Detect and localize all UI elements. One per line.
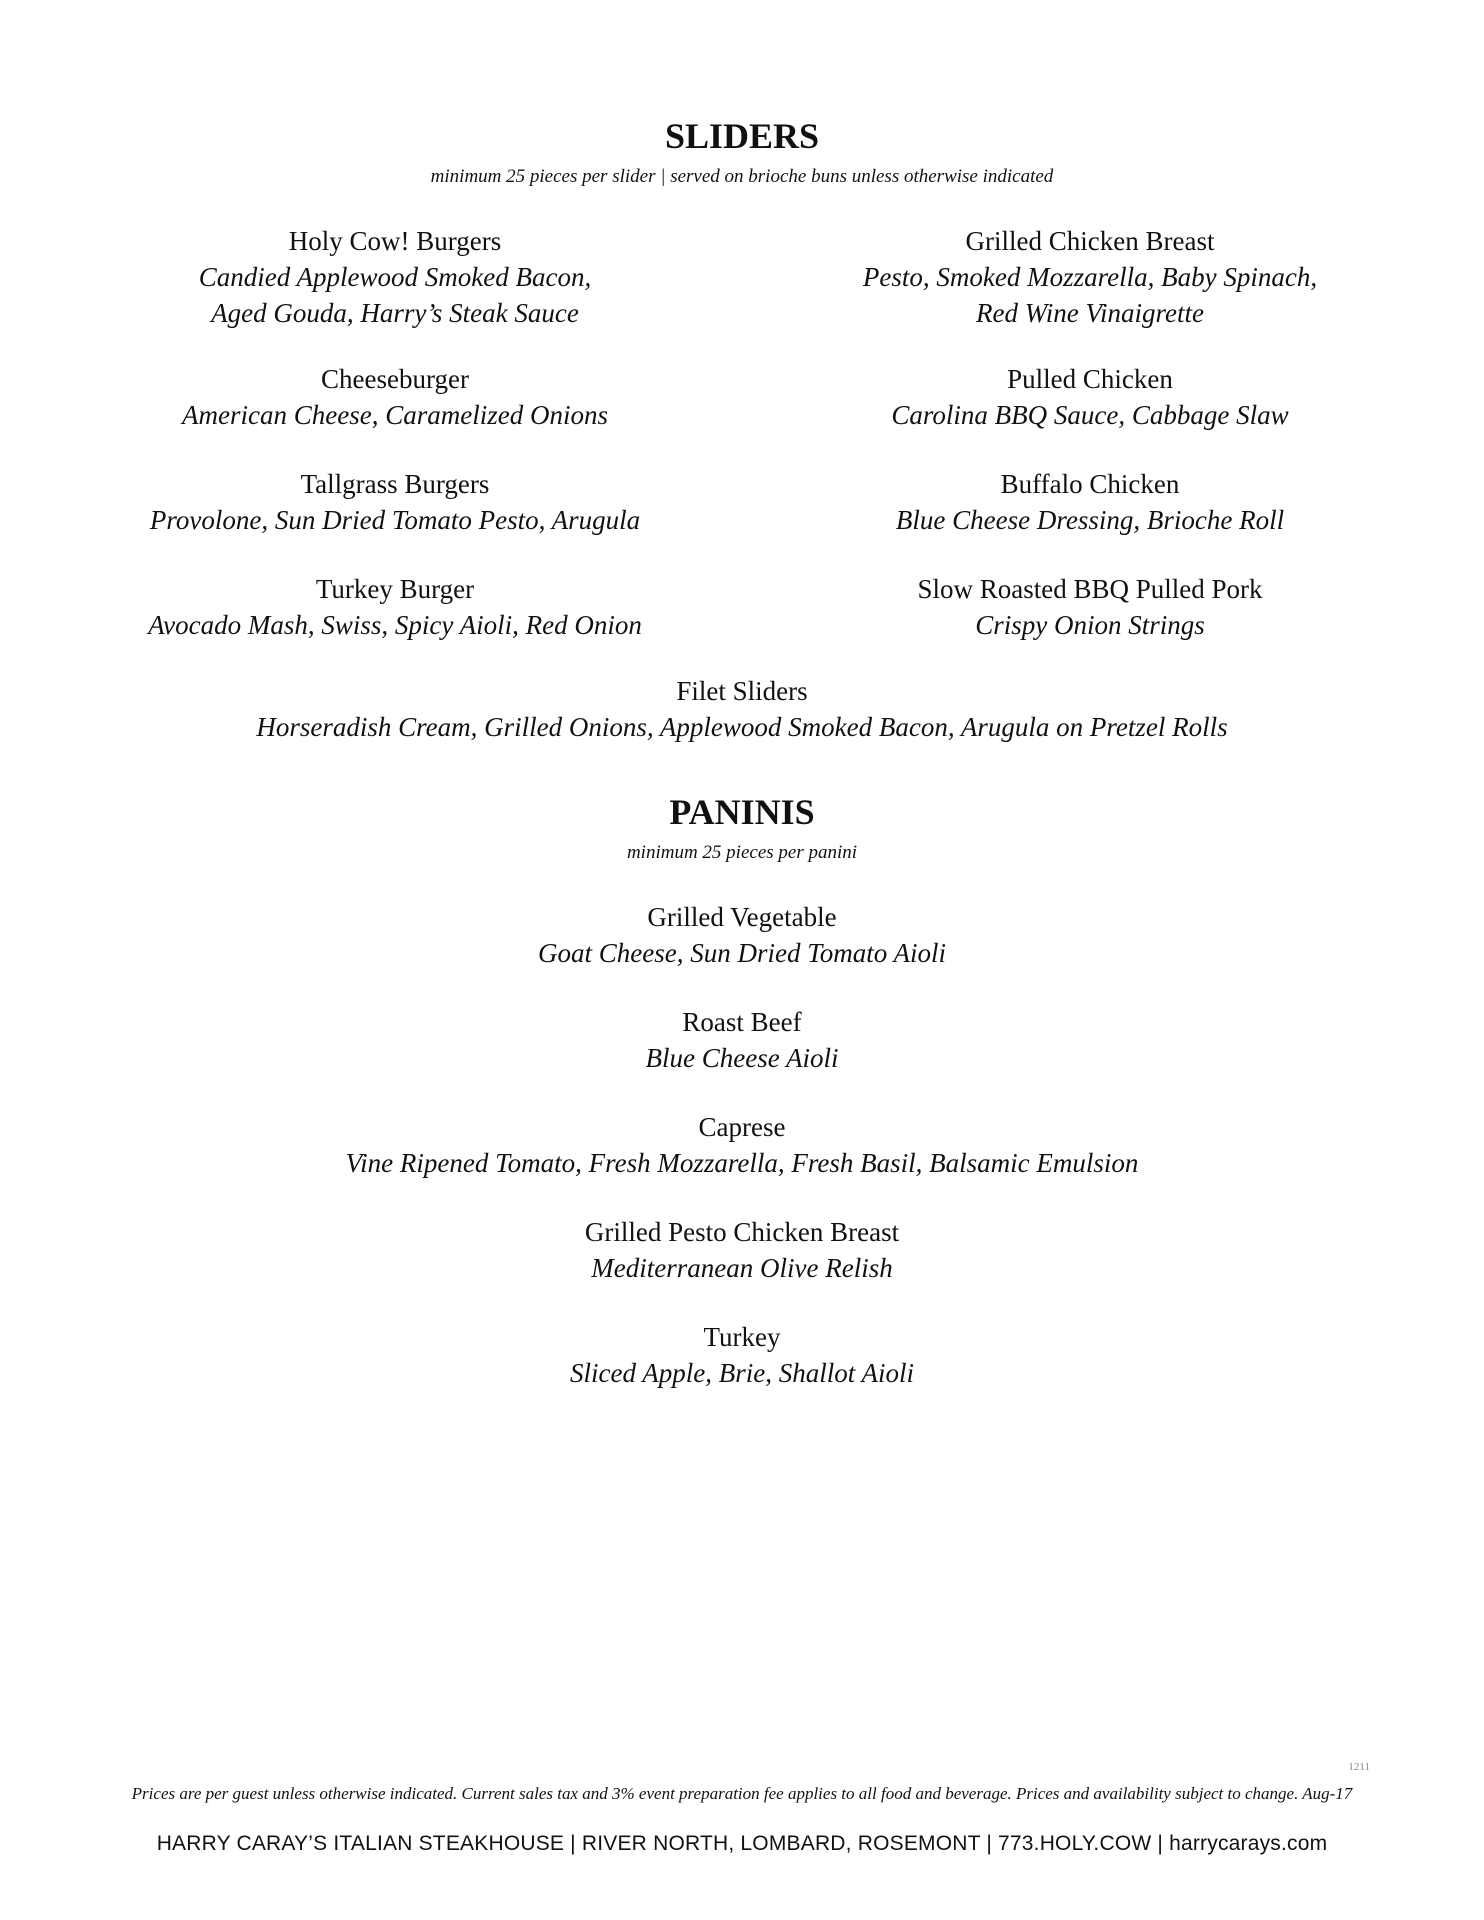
item-name: Filet Sliders	[676, 676, 808, 706]
item-description: Red Wine Vinaigrette	[976, 298, 1204, 328]
item-name: Grilled Vegetable	[647, 902, 837, 932]
sliders-heading: SLIDERS	[664, 116, 820, 156]
paninis-subtitle: minimum 25 pieces per panini	[626, 842, 858, 863]
item-description: Vine Ripened Tomato, Fresh Mozzarella, Fresh Basil, Balsamic Emulsion	[345, 1148, 1139, 1178]
item-name: Roast Beef	[682, 1007, 802, 1037]
item-description: Pesto, Smoked Mozzarella, Baby Spinach,	[862, 262, 1318, 292]
restaurant-footer: HARRY CARAY’S ITALIAN STEAKHOUSE | RIVER NORTH, LOMBARD, ROSEMONT | 773.HOLY.COW | harrycarays.com	[156, 1832, 1328, 1855]
panini-item-turkey	[0, 1319, 1484, 1391]
slider-item-buffalo-chicken	[790, 466, 1390, 538]
slider-item-bbq-pulled-pork	[790, 571, 1390, 643]
panini-item-grilled-vegetable	[0, 899, 1484, 971]
pricing-disclaimer: Prices are per guest unless otherwise indicated. Current sales tax and 3% event preparation fee applies to all food and beverage. Prices and availability subject to change. Aug-17	[131, 1784, 1353, 1803]
item-description: Aged Gouda, Harry’s Steak Sauce	[211, 298, 579, 328]
paninis-heading: PANINIS	[669, 792, 815, 832]
item-description: Mediterranean Olive Relish	[591, 1253, 893, 1283]
panini-item-grilled-pesto-chicken	[0, 1214, 1484, 1286]
document-code: 1211	[1348, 1761, 1370, 1773]
item-name: Grilled Chicken Breast	[965, 226, 1215, 256]
item-name: Turkey Burger	[315, 574, 475, 604]
item-description: Horseradish Cream, Grilled Onions, Applewood Smoked Bacon, Arugula on Pretzel Rolls	[256, 712, 1228, 742]
item-description: Provolone, Sun Dried Tomato Pesto, Arugula	[149, 505, 641, 535]
item-description: American Cheese, Caramelized Onions	[182, 400, 608, 430]
item-description: Blue Cheese Dressing, Brioche Roll	[895, 505, 1285, 535]
item-name: Buffalo Chicken	[1000, 469, 1180, 499]
item-name: Holy Cow! Burgers	[288, 226, 502, 256]
slider-item-pulled-chicken	[790, 361, 1390, 433]
item-name: Slow Roasted BBQ Pulled Pork	[917, 574, 1263, 604]
item-name: Tallgrass Burgers	[300, 469, 490, 499]
panini-item-roast-beef	[0, 1004, 1484, 1076]
slider-item-filet-sliders	[0, 673, 1484, 745]
item-description: Avocado Mash, Swiss, Spicy Aioli, Red Onion	[148, 610, 642, 640]
slider-item-holy-cow-burgers	[95, 223, 695, 331]
panini-item-caprese	[0, 1109, 1484, 1181]
slider-item-cheeseburger	[95, 361, 695, 433]
item-description: Candied Applewood Smoked Bacon,	[198, 262, 592, 292]
item-description: Blue Cheese Aioli	[645, 1043, 839, 1073]
item-name: Grilled Pesto Chicken Breast	[584, 1217, 900, 1247]
item-description: Goat Cheese, Sun Dried Tomato Aioli	[537, 938, 946, 968]
slider-item-grilled-chicken-breast	[790, 223, 1390, 331]
slider-item-tallgrass-burgers	[95, 466, 695, 538]
item-description: Sliced Apple, Brie, Shallot Aioli	[570, 1358, 914, 1388]
item-description: Crispy Onion Strings	[975, 610, 1205, 640]
item-name: Cheeseburger	[321, 364, 469, 394]
item-name: Turkey	[703, 1322, 781, 1352]
slider-item-turkey-burger	[95, 571, 695, 643]
item-description: Carolina BBQ Sauce, Cabbage Slaw	[891, 400, 1289, 430]
item-name: Caprese	[698, 1112, 786, 1142]
item-name: Pulled Chicken	[1007, 364, 1173, 394]
sliders-subtitle: minimum 25 pieces per slider | served on brioche buns unless otherwise indicated	[430, 166, 1054, 187]
